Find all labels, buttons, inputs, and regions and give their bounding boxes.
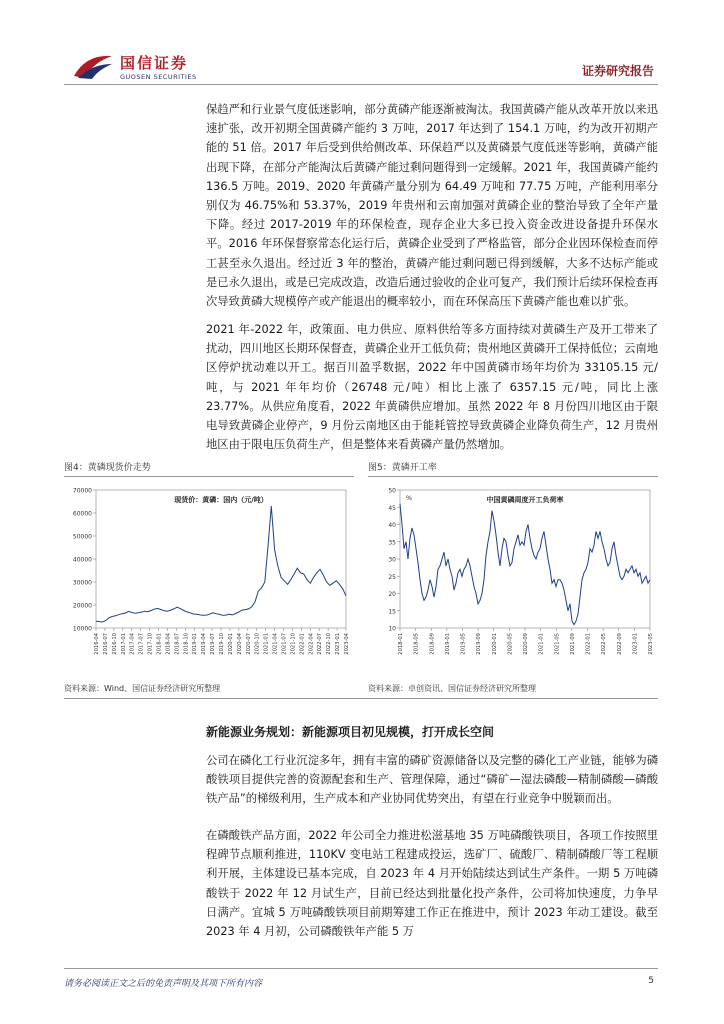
x-tick-label: 2017-10 — [147, 633, 154, 655]
x-tick-label: 2019-05 — [460, 633, 467, 655]
figure-bottom-rule — [64, 698, 658, 699]
chart-title: 现货价：黄磷：国内（元/吨） — [174, 496, 268, 504]
x-tick-label: 2018-01 — [398, 633, 404, 655]
x-tick-label: 2023-04 — [344, 633, 350, 655]
x-tick-label: 2021-04 — [272, 633, 279, 655]
x-tick-label: 2021-05 — [554, 633, 561, 655]
x-tick-label: 2020-01 — [491, 633, 498, 655]
x-tick-label: 2019-07 — [210, 633, 217, 655]
x-tick-label: 2018-10 — [183, 633, 190, 655]
x-tick-label: 2018-05 — [413, 633, 420, 655]
y-tick-label: 30000 — [72, 579, 92, 587]
paragraph-advantage: 公司在磷化工行业沉淀多年，拥有丰富的磷矿资源储备以及完整的磷化工产业链，能够为磷酸铁项目提供完善的资源配套和生产、管理保障，通过“磷矿—湿法磷酸—精制磷酸—磷酸铁产品”的梯级利用，生产成本和产业协同优势突出，有望在行业竞争中脱颖而出。 — [206, 754, 658, 806]
x-tick-label: 2019-04 — [201, 633, 208, 655]
y-tick-label: 20000 — [72, 602, 92, 610]
y-tick-label: 60000 — [72, 510, 92, 518]
x-tick-label: 2018-07 — [174, 633, 181, 655]
y-tick-label: 45 — [388, 504, 396, 512]
y-tick-label: 15 — [388, 608, 396, 616]
figure-5-source: 资料来源：卓创资讯、国信证券经济研究所整理 — [368, 684, 536, 693]
x-tick-label: 2016-10 — [111, 633, 118, 655]
page-number: 5 — [648, 976, 654, 986]
x-tick-label: 2021-10 — [290, 633, 297, 655]
figure-5-title: 图5：黄磷开工率 — [368, 463, 437, 473]
x-tick-label: 2018-04 — [165, 633, 172, 655]
x-tick-label: 2017-07 — [138, 633, 145, 655]
x-tick-label: 2022-01 — [299, 633, 306, 655]
x-tick-label: 2021-01 — [538, 633, 545, 655]
y-tick-label: 50000 — [72, 533, 92, 541]
figure-5-rule — [368, 476, 658, 477]
price-chart — [64, 480, 354, 680]
footer-divider — [64, 968, 658, 969]
x-tick-label: 2021-07 — [281, 633, 288, 655]
x-tick-label: 2017-01 — [120, 633, 127, 655]
paragraph-capacity: 保趋严和行业景气度低迷影响，部分黄磷产能逐渐被淘汰。我国黄磷产能从改革开放以来迅速扩张，改开初期全国黄磷产能约 3 万吨，2017 年达到了 154.1 万吨，约为改开初期产能的 51 倍。2017 年后受到供给侧改革、环保趋严以及黄磷景气度低迷等影响，黄磷产能出现下降，在部分产能淘汰后黄磷产能过剩问题得到一定缓解。2021 年，我国黄磷产能约 136.5 万吨。2019、2020 年黄磷产量分别为 64.49 万吨和 77.75 万吨，产能利用率分别仅为 46.75%和 53.37%，2019 年贵州和云南加强对黄磷企业的整治导致了全年产量下降。经过 2017-2019 年的环保检查，现存企业大多已投入资金改进设备提升环保水平。2016 年环保督察常态化运行后，黄磷企业受到了严格监管，部分企业因环保检查而停工甚至永久退出。经过近 3 年的整治，黄磷产能过剩问题已得到缓解，大多不达标产能或是已永久退出，或是已完成改造，改造后通过验收的企业可复产，我们预计后续环保检查再次导致黄磷大规模停产或产能退出的概率较小，而在环保高压下黄磷产能也难以扩张。 — [206, 103, 658, 309]
x-tick-label: 2020-10 — [254, 633, 261, 655]
report-type: 证券研究报告 — [581, 64, 654, 78]
plot-frame — [96, 490, 346, 628]
x-tick-label: 2016-04 — [94, 633, 100, 655]
y-tick-label: 10000 — [72, 625, 92, 633]
y-tick-label: 30 — [388, 556, 396, 564]
x-tick-label: 2017-04 — [129, 633, 136, 655]
x-tick-label: 2022-05 — [601, 633, 608, 655]
chart-title: 中国黄磷周度开工负荷率 — [486, 496, 564, 504]
plot-frame — [400, 490, 650, 628]
y-tick-label: 70000 — [72, 487, 92, 495]
x-tick-label: 2022-07 — [317, 633, 324, 655]
y-tick-label: 40000 — [72, 556, 92, 564]
x-tick-label: 2022-04 — [308, 633, 315, 655]
x-tick-label: 2020-04 — [236, 633, 243, 655]
x-tick-label: 2023-05 — [648, 633, 654, 655]
page-header — [0, 0, 724, 92]
x-tick-label: 2020-09 — [523, 633, 529, 655]
paragraph-iron-phosphate: 在磷酸铁产品方面，2022 年公司全力推进松滋基地 35 万吨磷酸铁项目，各项工作按照里程碑节点顺利推进，110KV 变电站工程建成投运，选矿厂、硫酸厂、精制磷酸厂等工程顺利开展，主体建设已基本完成，自 2023 年 4 月开始陆续达到试生产条件。一期 5 万吨磷酸铁于 2022 年 12 月试生产，目前已经达到批量化投产条件，公司将加快速度，力争早日满产。宜城 5 万吨磷酸铁项目前期筹建工作正在推进中，预计 2023 年动工建设。截至 2023 年 4 月初，公司磷酸铁年产能 5 万 — [206, 829, 658, 939]
x-tick-label: 2022-09 — [616, 633, 623, 655]
figure-4 — [64, 460, 354, 693]
y-tick-label: 50 — [388, 487, 396, 495]
x-tick-label: 2022-01 — [585, 633, 592, 655]
x-tick-label: 2023-01 — [632, 633, 639, 655]
x-tick-label: 2020-05 — [507, 633, 514, 655]
disclaimer-note: 请务必阅读正文之后的免责声明及其项下所有内容 — [64, 979, 263, 989]
y-axis-label: % — [406, 494, 413, 502]
y-tick-label: 40 — [388, 522, 396, 529]
guosen-logo-icon — [72, 52, 114, 80]
x-tick-label: 2020-01 — [227, 633, 234, 655]
x-tick-label: 2023-01 — [335, 633, 342, 655]
section-heading: 新能源业务规划：新能源项目初见规模，打开成长空间 — [206, 725, 495, 739]
figure-4-title: 图4：黄磷现货价走势 — [64, 463, 151, 473]
y-tick-label: 10 — [388, 625, 396, 633]
brand-name-en: GUOSEN SECURITIES — [120, 73, 197, 81]
y-tick-label: 25 — [388, 573, 396, 581]
x-tick-label: 2019-10 — [219, 633, 225, 655]
header-divider — [64, 84, 658, 85]
series-line — [96, 506, 346, 622]
x-tick-label: 2020-07 — [245, 633, 252, 655]
x-tick-label: 2019-09 — [476, 633, 483, 655]
operating-rate-chart — [368, 480, 658, 680]
x-tick-label: 2021-01 — [263, 633, 270, 655]
figure-4-source: 资料来源：Wind、国信证券经济研究所整理 — [64, 684, 221, 693]
x-tick-label: 2019-01 — [444, 633, 451, 655]
x-tick-label: 2018-09 — [429, 633, 436, 655]
y-tick-label: 35 — [388, 539, 396, 547]
brand-name: 国信证券 — [120, 54, 189, 72]
figure-5 — [368, 460, 658, 693]
x-tick-label: 2022-10 — [326, 633, 333, 655]
paragraph-market: 2021 年-2022 年，政策面、电力供应、原料供给等多方面持续对黄磷生产及开工带来了扰动，四川地区长期环保督查，黄磷企业开工低负荷；贵州地区黄磷开工保持低位；云南地区停炉扰动难以开工。据百川盈孚数据，2022 年中国黄磷市场年均价为 33105.15 元/吨，与 2021 年年均价（26748 元/吨）相比上涨了 6357.15 元/吨，同比上涨 23.77%。从供应角度看，2022 年黄磷供应增加。虽然 2022 年 8 月份四川地区由于限电导致黄磷企业停产，9 月份云南地区由于能耗管控导致黄磷企业降负荷生产，12 月贵州地区由于限电压负荷生产，但是整体来看黄磷产量仍然增加。 — [206, 323, 658, 452]
y-tick-label: 20 — [388, 591, 396, 598]
x-tick-label: 2016-07 — [102, 633, 109, 655]
series-line — [400, 504, 650, 625]
x-tick-label: 2019-01 — [192, 633, 199, 655]
figure-4-rule — [64, 476, 354, 477]
x-tick-label: 2021-09 — [569, 633, 576, 655]
x-tick-label: 2018-01 — [156, 633, 163, 655]
